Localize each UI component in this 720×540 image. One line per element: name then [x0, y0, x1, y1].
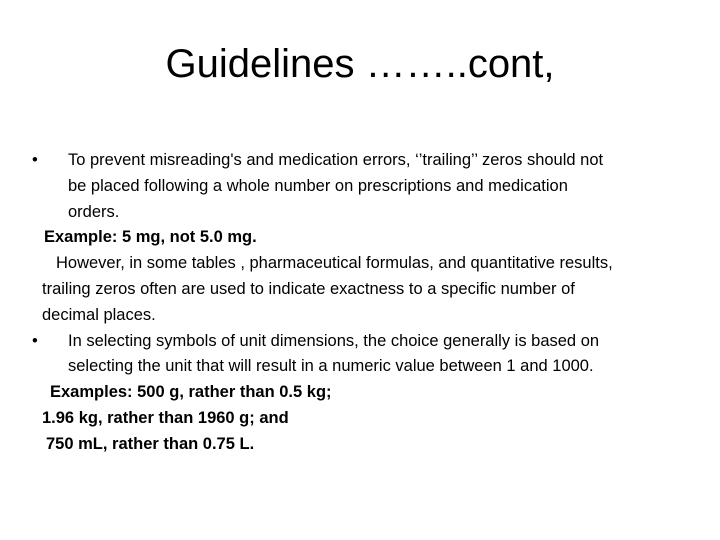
however-text-3: decimal places.	[42, 305, 156, 324]
however-text-1: However, in some tables , pharmaceutical formulas, and quantitative results,	[56, 254, 613, 273]
slide-title: Guidelines ……..cont,	[165, 42, 555, 86]
examples-line-1	[42, 380, 702, 406]
however-line-3	[42, 303, 702, 329]
bullet-1-line-3	[42, 200, 702, 226]
bullet-2-line-1	[32, 329, 702, 355]
examples-line-3	[42, 432, 702, 458]
examples-text-3: 750 mL, rather than 0.75 L.	[46, 434, 255, 453]
bullet-2-line-2	[42, 354, 702, 380]
examples-text-1: Examples: 500 g, rather than 0.5 kg;	[50, 383, 332, 402]
bullet-point-2: •	[32, 331, 38, 350]
however-line-2	[42, 277, 702, 303]
bullet-1-text-3: orders.	[68, 202, 120, 221]
example-text: Example: 5 mg, not 5.0 mg.	[44, 228, 257, 247]
example-line	[42, 225, 702, 251]
bullet-1-line-2	[42, 174, 702, 200]
examples-line-2	[42, 406, 702, 432]
bullet-1-line-1	[32, 148, 702, 174]
slide-body	[32, 148, 702, 458]
bullet-point-1: •	[32, 151, 38, 169]
however-line-1	[42, 251, 702, 277]
bullet-1-text-1: To prevent misreading's and medication errors, ‘’trailing’’ zeros should not	[68, 151, 604, 169]
however-text-2: trailing zeros often are used to indicate exactness to a specific number of	[42, 279, 575, 298]
bullet-2-text-2: selecting the unit that will result in a numeric value between 1 and 1000.	[68, 357, 594, 376]
examples-text-2: 1.96 kg, rather than 1960 g; and	[42, 408, 289, 427]
bullet-2-text-1: In selecting symbols of unit dimensions, the choice generally is based on	[68, 331, 600, 350]
bullet-1-text-2: be placed following a whole number on prescriptions and medication	[68, 176, 568, 195]
